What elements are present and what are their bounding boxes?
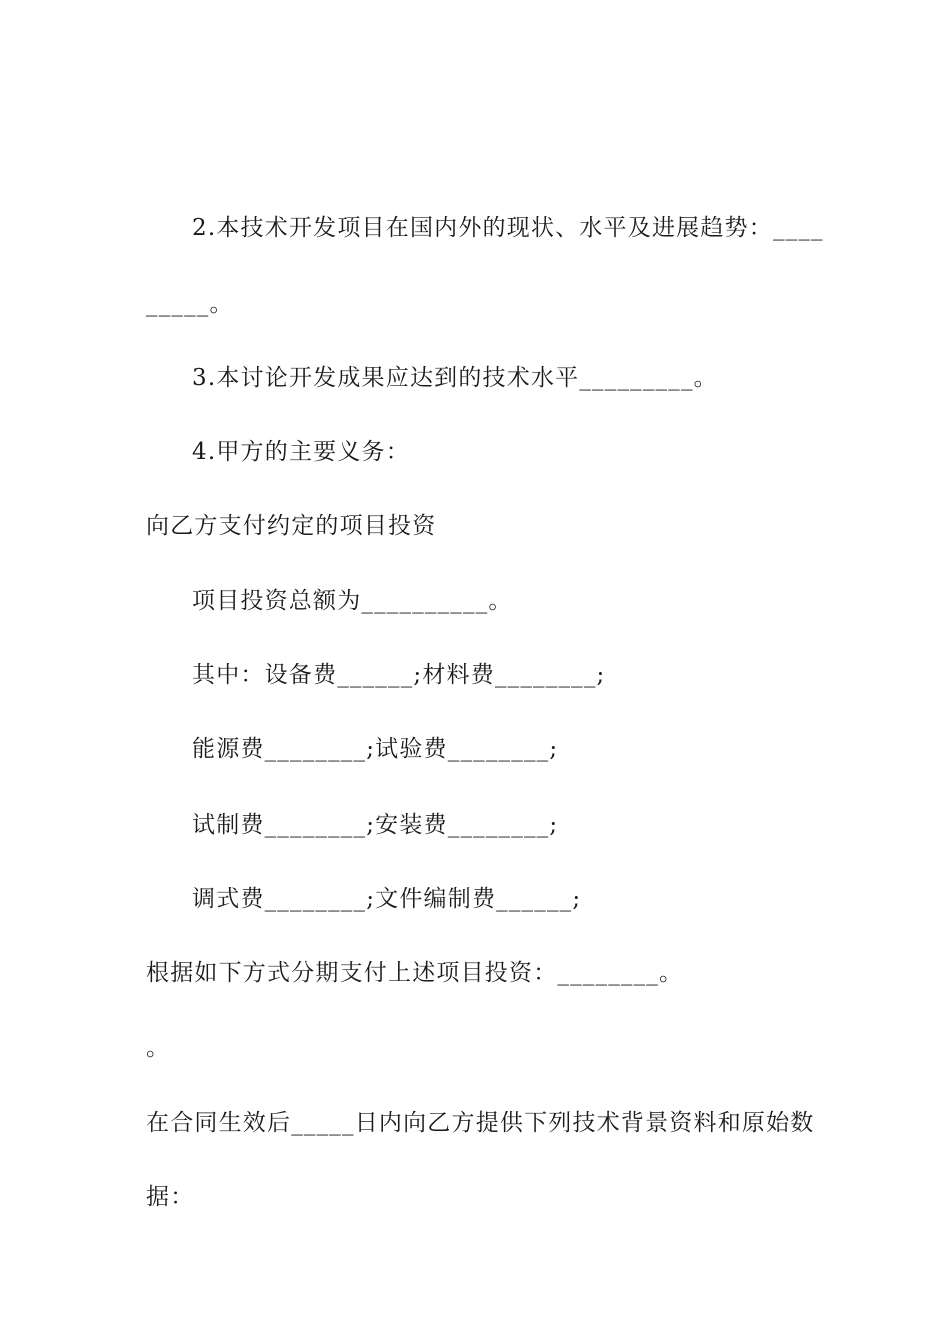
paragraph-total-investment: 项目投资总额为__________。 bbox=[192, 588, 513, 614]
paragraph-provide-materials: 在合同生效后_____日内向乙方提供下列技术背景资料和原始数 bbox=[146, 1110, 815, 1136]
paragraph-pay-investment: 向乙方支付约定的项目投资 bbox=[146, 513, 437, 539]
paragraph-item-4-party-a-duties: 4.甲方的主要义务： bbox=[192, 439, 410, 465]
paragraph-item-2-continuation: _____。 bbox=[146, 291, 234, 317]
paragraph-equipment-materials: 其中：设备费______;材料费________; bbox=[192, 662, 606, 688]
paragraph-debug-documentation: 调式费________;文件编制费______; bbox=[192, 886, 582, 912]
paragraph-energy-testing: 能源费________;试验费________; bbox=[192, 736, 559, 762]
paragraph-item-3-tech-level: 3.本讨论开发成果应达到的技术水平_________。 bbox=[192, 365, 718, 391]
paragraph-trial-installation: 试制费________;安装费________; bbox=[192, 812, 559, 838]
paragraph-period: 。 bbox=[146, 1035, 171, 1061]
paragraph-item-2-status: 2.本技术开发项目在国内外的现状、水平及进展趋势：____ bbox=[192, 215, 824, 241]
paragraph-installment-payment: 根据如下方式分期支付上述项目投资：________。 bbox=[146, 960, 684, 986]
paragraph-provide-materials-continuation: 据： bbox=[146, 1184, 195, 1210]
